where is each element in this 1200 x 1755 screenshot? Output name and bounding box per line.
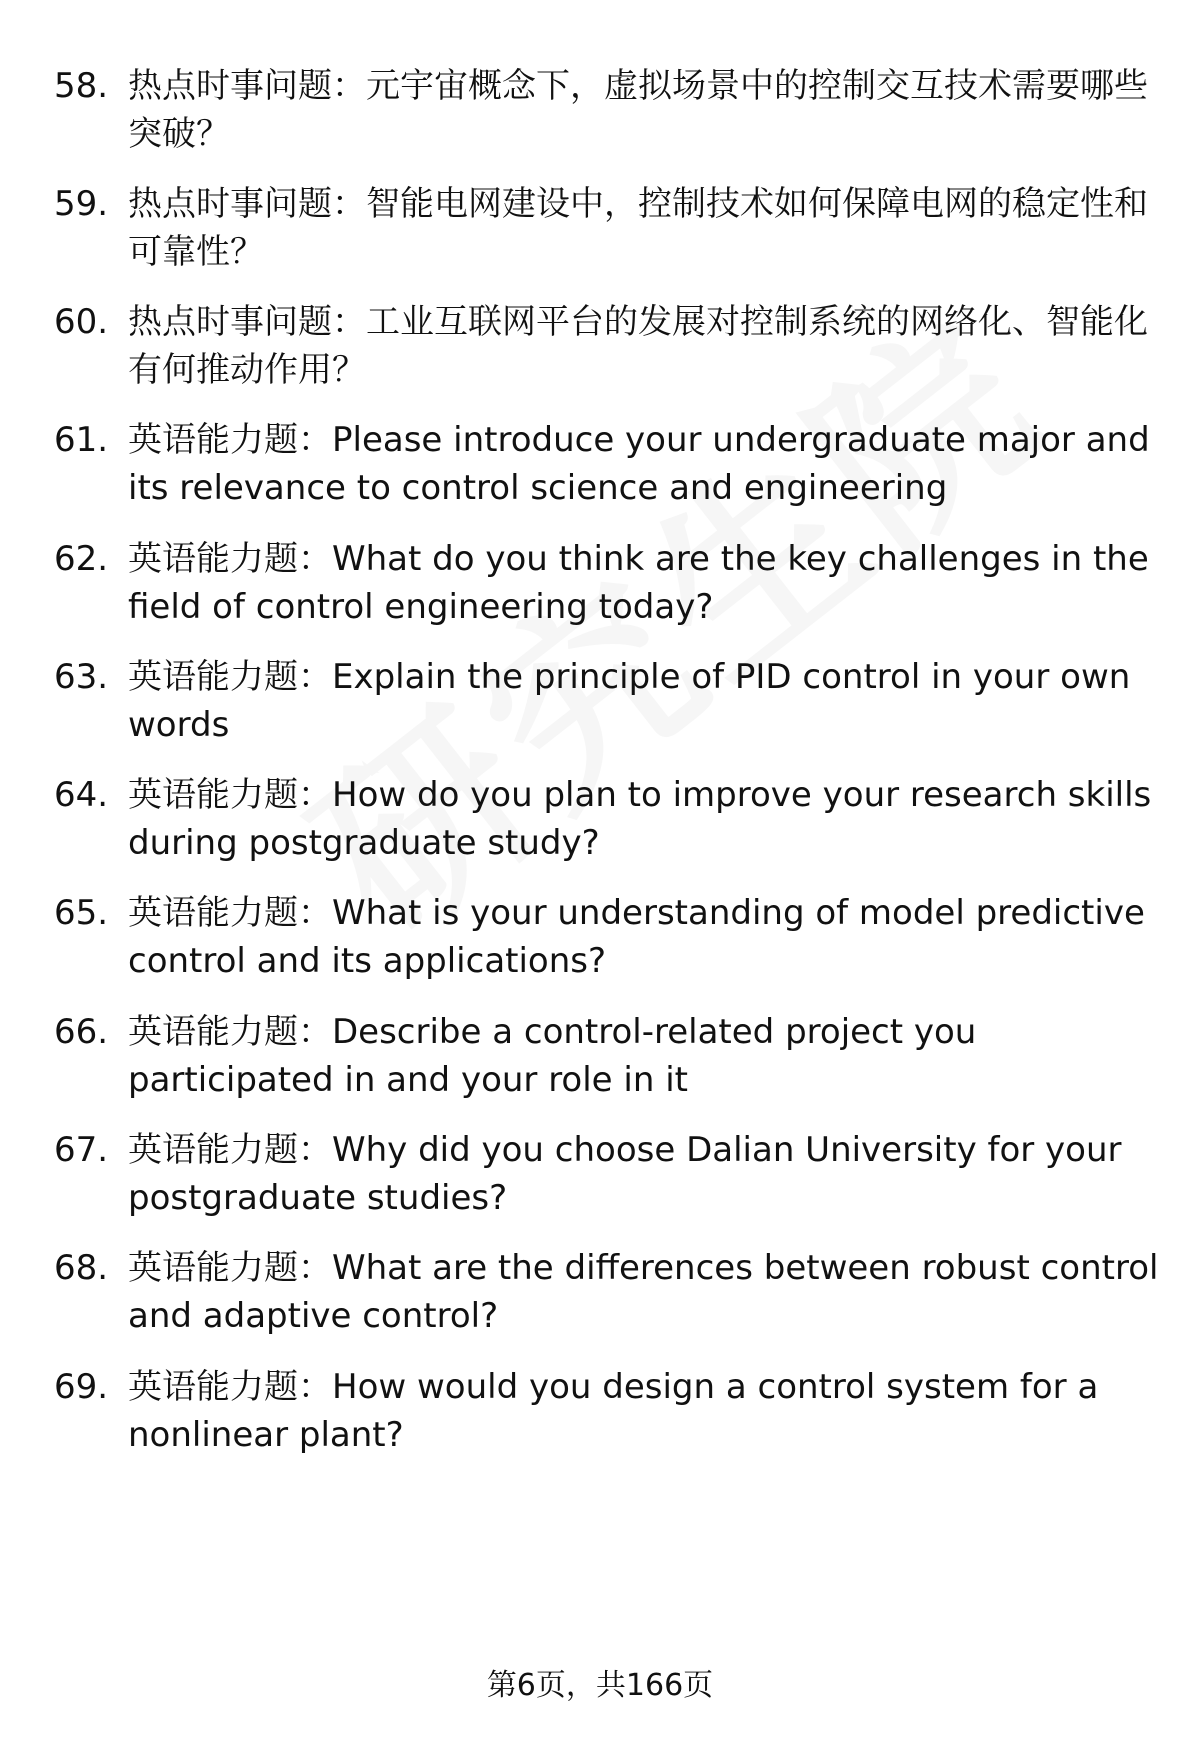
question-number: 59. <box>54 184 109 224</box>
question-text: 热点时事问题：智能电网建设中，控制技术如何保障电网的稳定性和可靠性？ <box>128 184 1148 272</box>
page-number-footer: 第6页，共166页 <box>486 1668 714 1703</box>
question-text: 英语能力题：Why did you choose Dalian University for your postgraduate studies? <box>128 1130 1122 1218</box>
question-number: 58. <box>54 66 109 106</box>
question-text: 英语能力题：How do you plan to improve your research skills during postgraduate study? <box>128 775 1152 863</box>
question-text: 英语能力题：Please introduce your undergraduate major and its relevance to control science and engineering <box>128 420 1150 508</box>
question-text: 英语能力题：What do you think are the key challenges in the field of control engineering today? <box>128 539 1149 627</box>
question-number: 60. <box>54 302 109 342</box>
question-text: 英语能力题：Describe a control-related project you participated in and your role in it <box>128 1012 977 1100</box>
question-number: 66. <box>54 1012 109 1052</box>
question-number: 63. <box>54 657 109 697</box>
question-number: 62. <box>54 539 109 579</box>
question-text: 热点时事问题：工业互联网平台的发展对控制系统的网络化、智能化有何推动作用？ <box>128 302 1148 390</box>
question-number: 65. <box>54 893 109 933</box>
question-text: 英语能力题：How would you design a control system for a nonlinear plant? <box>128 1367 1099 1455</box>
question-number: 69. <box>54 1367 109 1407</box>
question-text: 英语能力题：What are the differences between robust control and adaptive control? <box>128 1248 1159 1336</box>
question-text: 热点时事问题：元宇宙概念下，虚拟场景中的控制交互技术需要哪些突破？ <box>128 66 1148 154</box>
question-text: 英语能力题：Explain the principle of PID control in your own words <box>128 657 1131 745</box>
question-number: 61. <box>54 420 109 460</box>
question-number: 67. <box>54 1130 109 1170</box>
question-text: 英语能力题：What is your understanding of model predictive control and its applications? <box>128 893 1145 981</box>
question-number: 64. <box>54 775 109 815</box>
question-number: 68. <box>54 1248 109 1288</box>
